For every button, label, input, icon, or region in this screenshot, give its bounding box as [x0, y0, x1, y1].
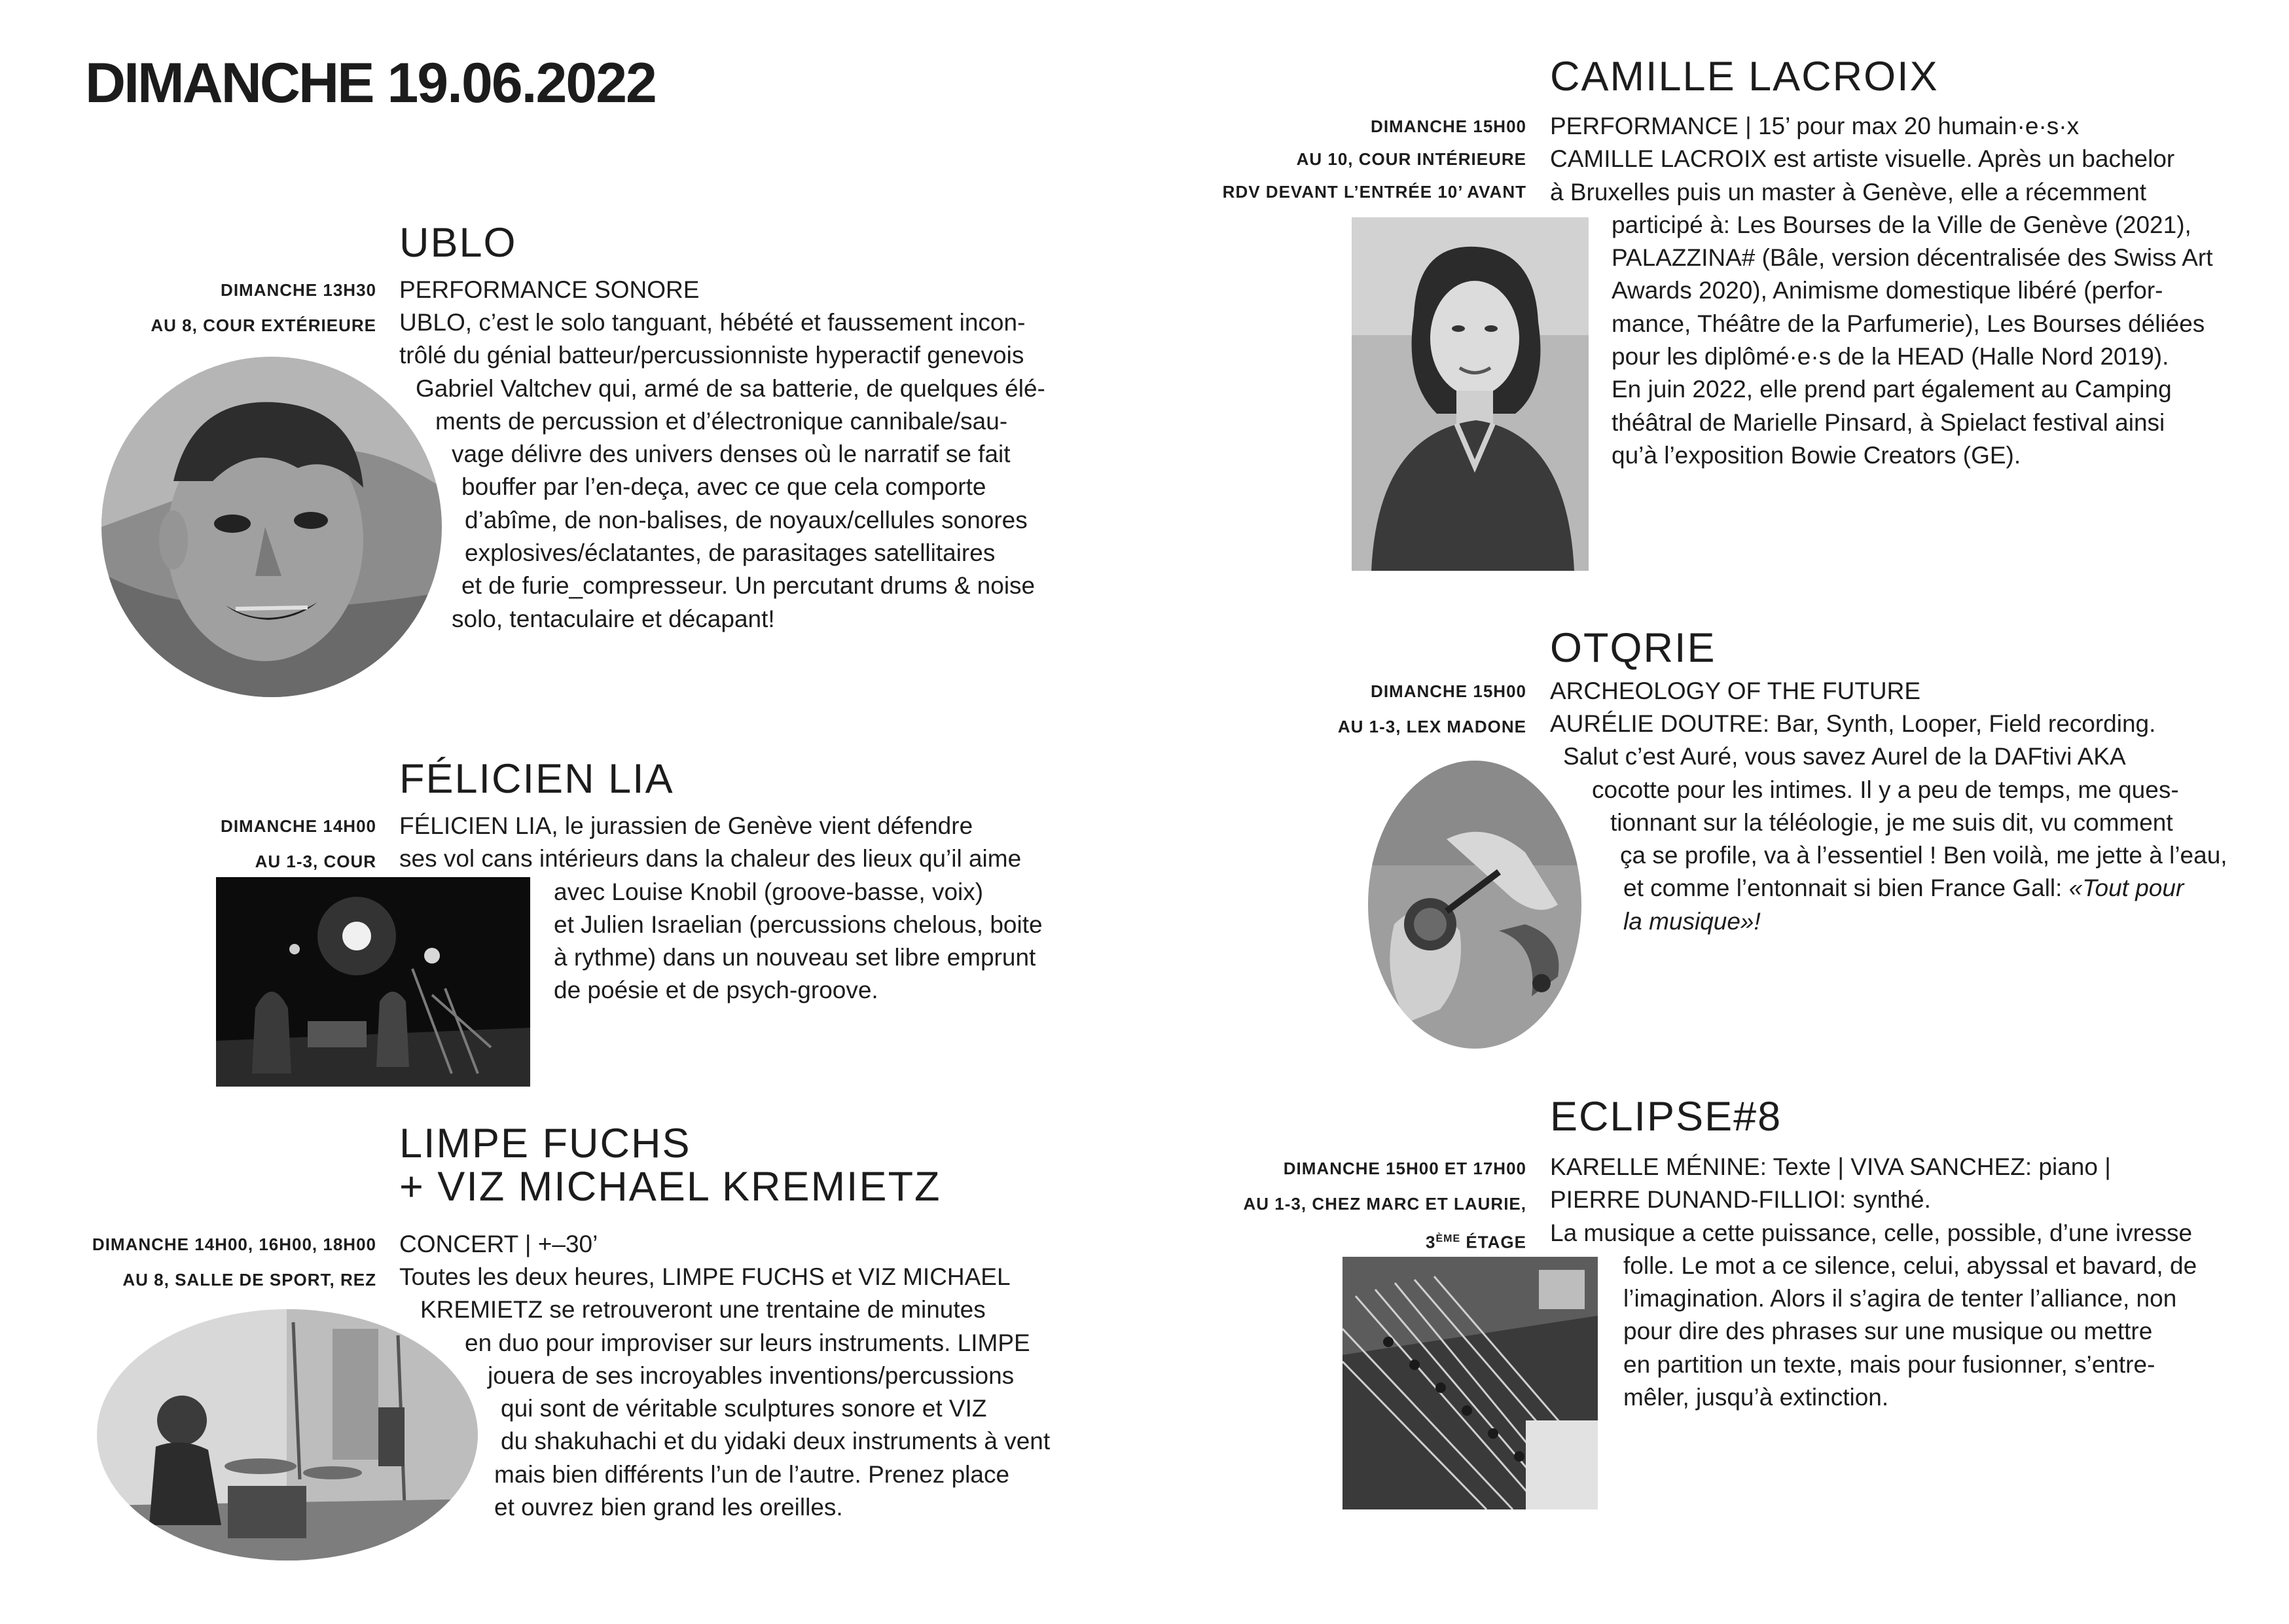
description-line: PALAZZINA# (Bâle, version décentralisée des Swiss Art — [1612, 244, 2213, 272]
description-line: participé à: Les Bourses de la Ville de Genève (2021), — [1612, 211, 2191, 238]
event-time: DIMANCHE 13H30 — [221, 280, 376, 300]
description-line: KARELLE MÉNINE: Texte | VIVA SANCHEZ: piano | — [1550, 1153, 2111, 1180]
event-title: ECLIPSE#8 — [1550, 1094, 1782, 1140]
description-line: en duo pour improviser sur leurs instruments. LIMPE — [465, 1329, 1030, 1356]
description-line: Awards 2020), Animisme domestique libéré (perfor- — [1612, 277, 2163, 304]
description-line — [0, 872, 2289, 905]
description-line: La musique a cette puissance, celle, possible, d’une ivresse — [1550, 1219, 2193, 1246]
camille-portrait-photo — [1352, 217, 1589, 571]
description-line: mance, Théâtre de la Parfumerie), Les Bourses déliées — [1612, 310, 2205, 337]
event-title: CAMILLE LACROIX — [1550, 54, 1939, 99]
event-description — [0, 708, 2289, 938]
event-location: AU 1-3, LEX MADONE — [1337, 717, 1526, 736]
description-text: et comme l’entonnait si bien France Gall: — [1623, 875, 2063, 902]
description-line: UBLO, c’est le solo tanguant, hébété et faussement incon- — [399, 309, 1026, 336]
description-line: pour les diplômé·e·s de la HEAD (Halle Nord 2019). — [1612, 343, 2169, 370]
event-description — [0, 1151, 2289, 1414]
description-line: ments de percussion et d’électronique cannibale/sau- — [435, 407, 1008, 435]
description-line: tionnant sur la téléologie, je me suis dit, vu comment — [1610, 808, 2173, 836]
quote-text: «Tout pour — [2068, 875, 2184, 902]
event-time: DIMANCHE 15H00 — [1371, 117, 1526, 136]
description-line: ses vol cans intérieurs dans la chaleur des lieux qu’il aime — [399, 845, 1022, 873]
event-location: AU 8, COUR EXTÉRIEURE — [151, 316, 376, 335]
event-location: AU 8, SALLE DE SPORT, REZ — [122, 1270, 376, 1290]
event-title-line: + VIZ MICHAEL KREMIETZ — [399, 1164, 941, 1210]
description-line: jouera de ses incroyables inventions/percussions — [488, 1362, 1015, 1389]
description-line: vage délivre des univers denses où le narratif se fait — [452, 441, 1011, 468]
description-line: avec Louise Knobil (groove-basse, voix) — [554, 878, 984, 905]
description-line: mais bien différents l’un de l’autre. Prenez place — [494, 1460, 1010, 1488]
description-line: pour dire des phrases sur une musique ou mettre — [1623, 1318, 2153, 1345]
description-line: trôlé du génial batteur/percussionniste hyperactif genevois — [399, 342, 1024, 369]
description-line: et de furie_compresseur. Un percutant drums & noise — [461, 572, 1036, 600]
description-line: et Julien Israelian (percussions chelous, boite — [554, 911, 1043, 938]
description-line: mêler, jusqu’à extinction. — [1623, 1384, 1889, 1411]
page-title-date: 19.06.2022 — [387, 52, 656, 115]
description-line: de poésie et de psych-groove. — [554, 977, 878, 1004]
description-line: l’imagination. Alors il s’agira de tenter l’alliance, non — [1623, 1285, 2177, 1312]
event-time: DIMANCHE 14H00, 16H00, 18H00 — [92, 1235, 376, 1254]
event-location: AU 1-3, CHEZ MARC ET LAURIE, — [1243, 1194, 1526, 1214]
eclipse-piano-photo — [1343, 1257, 1598, 1509]
event-location: AU 1-3, COUR — [255, 852, 376, 871]
description-line: CAMILLE LACROIX est artiste visuelle. Après un bachelor — [1550, 145, 2175, 173]
event-subtitle: ARCHEOLOGY OF THE FUTURE — [1550, 677, 1921, 704]
event-title-line: LIMPE FUCHS — [399, 1121, 691, 1166]
description-line: Toutes les deux heures, LIMPE FUCHS et VIZ MICHAEL — [399, 1263, 1011, 1290]
description-line: solo, tentaculaire et décapant! — [452, 605, 775, 632]
description-line: Gabriel Valtchev qui, armé de sa batterie, de quelques élé- — [416, 374, 1045, 402]
description-line: qui sont de véritable sculptures sonore et VIZ — [501, 1395, 987, 1422]
description-line: bouffer par l’en-deça, avec ce que cela comporte — [461, 473, 986, 501]
description-line: qu’à l’exposition Bowie Creators (GE). — [1612, 441, 2021, 469]
event-time: DIMANCHE 15H00 — [1371, 681, 1526, 701]
description-line: PERFORMANCE | 15’ pour max 20 humain·e·s·x — [1550, 113, 2080, 139]
otqrie-hands-photo — [1368, 761, 1581, 1049]
page-title — [85, 51, 656, 116]
description-line: En juin 2022, elle prend part également au Camping — [1612, 376, 2172, 403]
event-floor: 3ÈME ÉTAGE — [1426, 1232, 1526, 1252]
event-time: DIMANCHE 14H00 — [221, 816, 376, 836]
event-subtitle: CONCERT | +–30’ — [399, 1231, 598, 1257]
description-line: en partition un texte, mais pour fusionner, s’entre- — [1623, 1350, 2155, 1378]
event-description — [0, 110, 2289, 472]
description-line: PIERRE DUNAND-FILLIOI: synthé. — [1550, 1186, 1931, 1214]
page-title-day: DIMANCHE — [85, 52, 373, 115]
event-title: OTQRIE — [1550, 625, 1716, 671]
description-line: cocotte pour les intimes. Il y a peu de temps, me ques- — [1592, 776, 2179, 803]
description-line: d’abîme, de non-balises, de noyaux/cellules sonores — [465, 506, 1028, 533]
description-line: et ouvrez bien grand les oreilles. — [494, 1494, 843, 1521]
description-line: FÉLICIEN LIA, le jurassien de Genève vient défendre — [399, 812, 973, 839]
event-title: FÉLICIEN LIA — [399, 756, 674, 802]
description-line: Salut c’est Auré, vous savez Aurel de la DAFtivi AKA — [1563, 743, 2126, 770]
description-line: folle. Le mot a ce silence, celui, abyssal et bavard, de — [1623, 1252, 2197, 1279]
description-line: théâtral de Marielle Pinsard, à Spielact festival ainsi — [1612, 408, 2165, 436]
description-line: explosives/éclatantes, de parasitages satellitaires — [465, 539, 996, 567]
description-line: AURÉLIE DOUTRE: Bar, Synth, Looper, Field recording. — [1550, 710, 2156, 737]
event-location: AU 10, COUR INTÉRIEURE — [1296, 149, 1526, 169]
description-line: ça se profile, va à l’essentiel ! Ben voilà, me jette à l’eau, — [1620, 842, 2227, 869]
description-line: à Bruxelles puis un master à Genève, elle a récemment — [1550, 178, 2147, 206]
quote-text: la musique»! — [1623, 907, 1761, 935]
event-time: DIMANCHE 15H00 ET 17H00 — [1283, 1159, 1526, 1178]
description-line: KREMIETZ se retrouveront une trentaine de minutes — [420, 1296, 986, 1324]
description-line: à rythme) dans un nouveau set libre emprunt — [554, 944, 1036, 971]
event-title: UBLO — [399, 220, 517, 266]
event-note: RDV DEVANT L’ENTRÉE 10’ AVANT — [1222, 182, 1526, 202]
event-subtitle: PERFORMANCE SONORE — [399, 276, 700, 303]
description-line: du shakuhachi et du yidaki deux instruments à vent — [501, 1428, 1051, 1455]
